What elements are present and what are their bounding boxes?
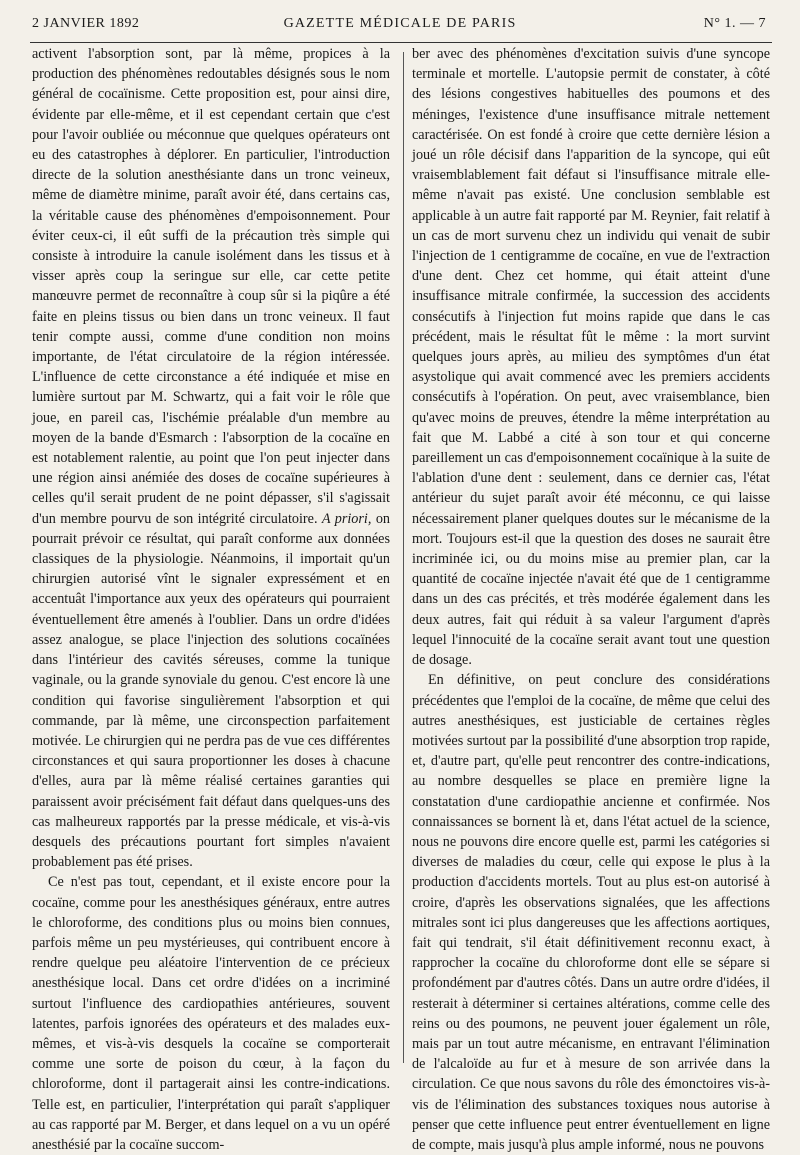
left-paragraph-1-text: activent l'absorption sont, par là même, propices à la production des phénomènes redoutables désignés sous le nom général de cocaïnisme. Cette proposition est, pour ainsi dire, évidente par elle-même, et il est cependant certain que c'est pour l'avoir oubliée ou méconnue que quelques opérateurs ont eu des catastrophes à déplorer. En particulier, l'introduction directe de la solution anesthésiante dans un tronc veineux, même de diamètre minime, paraît avoir été, dans certains cas, la véritable cause des phénomènes d'empoisonnement. Pour éviter ceux-ci, il eût suffi de la précaution très simple qui consiste à introduire la canule isolément dans les tissus et à visser après coup la seringue sur elle, car cette petite manœuvre permet de reconnaître à coup sûr si la piqûre a été faite en pleins tissus ou bien dans un tronc veineux. Il faut tenir compte aussi, comme d'une condition non moins importante, de l'état circulatoire de la région intéressée. L'influence de cette circonstance a été indiquée et mise en lumière surtout par M. Schwartz, qui a fait voir le rôle que joue, en pareil cas, l'ischémie préalable d'un membre au moyen de la bande d'Esmarch : l'absorption de la cocaïne en est notablement ralentie, au point que l'on peut injecter dans une région ainsi anémiée des doses de cocaïne supérieures à celles qu'il serait prudent de ne point dépasser, s'il s'agissait d'un membre pourvu de son intégrité circulatoire. [32,46,390,527]
header-rule [30,42,772,43]
right-paragraph-2: En définitive, on peut conclure des considérations précédentes que l'emploi de la cocaïne, de même que celui des autres anesthésiques, est justiciable de certaines règles motivées surtout par la possibilité d'une absorption trop rapide, et, d'autre part, qu'elle peut rencontrer des contre-indications, au nombre desquelles se place en première ligne la constatation d'une cardiopathie ancienne et confirmée. Nos connaissances se bornent là et, dans l'état actuel de la science, nous ne pouvons dire encore quelle est, parmi les catégories si diverses de maladies du cœur, celle qui expose le plus à la production d'accidents mortels. Tout au plus est-on autorisé à croire, d'après les observations signalées, que les affections mitrales sont ici plus dangereuses que les affections aortiques, fait qui tendrait, s'il était définitivement reconnu exact, à rapprocher la cocaïne du chloroforme dont elle se sépare si profondément par d'autres côtés. Dans un autre ordre d'idées, il resterait à déterminer si certaines altérations, comme celle des reins ou des poumons, ne peuvent jouer également un rôle, mais par un tout autre mécanisme, en entravant l'élimination de l'alcaloïde au fur et à mesure de son arrivée dans la circulation. Ce que nous savons du rôle des émonctoires vis-à-vis de l'élimination des substances toxiques nous autorise à penser que cette influence peut entrer éventuellement en ligne de compte, mais jusqu'à plus ample informé, nous ne pouvons [412,672,770,1153]
right-column [412,44,770,1155]
left-paragraph-1-tail: on pourrait prévoir ce résultat, qui paraît conforme aux données classiques de la physiologie. Néanmoins, il importait qu'un chirurgien autorisé vînt le signaler expressément et en accentuât l'importance aux yeux des opérateurs qui pourraient éventuellement être amenés à l'oublier. Dans un ordre d'idées assez analogue, se place l'injection des solutions cocaïnées dans l'intérieur des cavités séreuses, comme la tunique vaginale, ou la grande synoviale du genou. C'est encore là une condition qui favorise singulièrement l'absorption et qui commande, par là même, une circonspection parfaitement motivée. Le chirurgien qui ne perdra pas de vue ces différentes circonstances et qui saura proportionner les doses à chacune d'elles, aura par là même réalisé certaines garanties qui paraissent avoir précisément fait défaut dans quelques-uns des cas malheureux rapportés par la presse médicale, et vis-à-vis desquels des précautions pourtant fort simples n'avaient probablement pas été prises. [32,510,391,871]
page-header [0,0,800,40]
right-paragraph-1: ber avec des phénomènes d'excitation suivis d'une syncope terminale et mortelle. L'autopsie permit de constater, à côté des lésions congestives habituelles des poumons et des méninges, l'existence d'une insuffisance mitrale nettement caractérisée. On est fondé à croire que cette dernière lésion a joué un rôle décisif dans l'apparition de la syncope, qui eût vraisemblablement fait défaut si l'insuffisance mitrale elle-même n'avait pas existé. Une conclusion semblable est applicable à un autre fait rapporté par M. Reynier, fait relatif à un cas de mort survenu chez un individu qui venait de subir l'injection de 1 centigramme de cocaïne, en vue de l'extraction d'une dent. Chez cet homme, qui était atteint d'une insuffisance mitrale confirmée, la succession des accidents consécutifs à l'injection fut moins rapide que dans le cas précédent, mais le résultat fût le même : la mort survint quelques jours après, au milieu des symptômes d'un état asystolique qui avait commencé avec les premiers accidents consécutifs à l'opération. On peut, avec vraisemblance, bien qu'avec moins de preuves, étendre la même interprétation au fait que M. Labbé a cité à son tour et qui concerne pareillement un cas d'empoisonnement cocaïnique à la suite de l'ablation d'une dent : seulement, dans ce dernier cas, l'état antérieur du sujet paraît avoir été méconnu, ce qui laisse nécessairement planer quelques doutes sur le mécanisme de la mort. Toujours est-il que la question des doses ne saurait être incriminée ici, ou du moins mise au premier plan, car la quantité de cocaïne injectée n'avait été que de 1 centigramme dans un des cas précités, et très modérée également dans les deux autres, fait qui réduit à sa valeur l'argument d'après lequel l'innocuité de la cocaïne serait avant tout une question de dosage. [412,46,770,669]
left-column [32,44,390,1155]
header-page-number: N° 1. — 7 [703,16,766,31]
left-paragraph-1 [32,44,390,872]
column-divider [403,52,404,1063]
header-date: 2 JANVIER 1892 [32,16,140,31]
italic-a-priori: A priori, [321,510,372,527]
left-paragraph-2: Ce n'est pas tout, cependant, et il existe encore pour la cocaïne, comme pour les anesthésiques généraux, entre autres le chloroforme, des conditions plus ou moins bien connues, parfois même un peu mystérieuses, qui contribuent encore à rendre quelque peu aléatoire l'intervention de ce précieux anesthésique local. Dans cet ordre d'idées on a incriminé surtout l'influence des cardiopathies antérieures, souvent latentes, parfois ignorées des opérateurs et des malades eux-mêmes, et vis-à-vis desquels la cocaïne se comporterait comme une sorte de poison du cœur, à la façon du chloroforme, dont il partagerait ainsi les contre-indications. Telle est, en particulier, l'interprétation qui paraît s'appliquer au cas rapporté par M. Berger, et dans lequel on a vu un opéré anesthésié par la cocaïne succom- [32,874,390,1153]
header-journal-title: GAZETTE MÉDICALE DE PARIS [283,16,517,31]
